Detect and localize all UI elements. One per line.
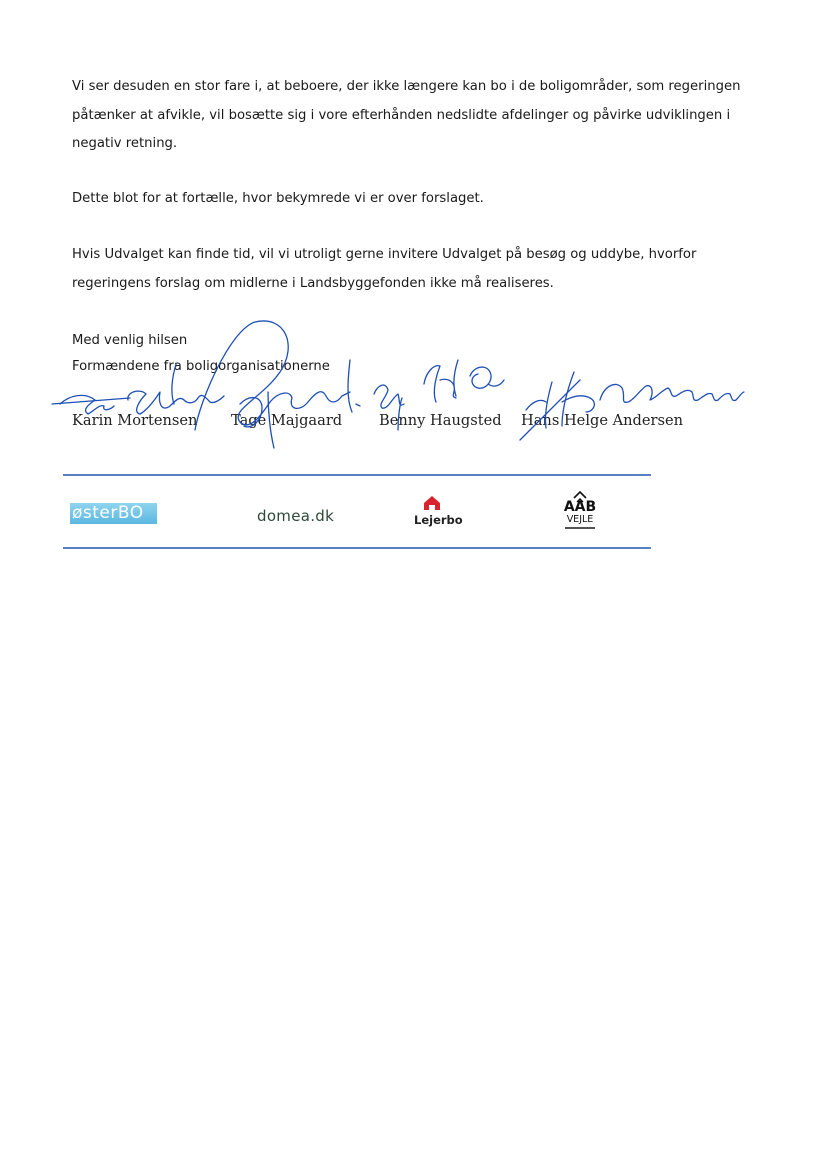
aab-logo-text: AAB	[563, 499, 597, 515]
signatory-names	[0, 412, 827, 436]
vejle-logo-text: VEJLE	[566, 514, 594, 525]
aab-roof-icon	[572, 490, 588, 504]
domea-logo-text: domea.dk	[257, 507, 335, 525]
house-icon	[423, 495, 441, 511]
paragraph-concern: Vi ser desuden en stor fare i, at beboere, der ikke længere kan bo i de boligområder, som regeringen påtænker at afvikle, vil bosætte sig i vore efterhånden nedslidte afdelinger og påvirke udviklingen i negativ retning.	[72, 79, 741, 151]
paragraph-worry: Dette blot for at fortælle, hvor bekymrede vi er over forslaget.	[72, 191, 484, 206]
sender-group: Formændene fra boligorganisationerne	[72, 359, 330, 374]
aab-tagline-mark	[565, 527, 595, 529]
signature-benny	[374, 360, 504, 408]
osterbo-logo	[70, 503, 157, 524]
lejerbo-logo-text: Lejerbo	[414, 513, 463, 527]
lejerbo-logo	[409, 495, 469, 535]
domea-logo	[257, 507, 334, 525]
closing-greeting: Med venlig hilsen	[72, 333, 188, 348]
signatory-name: Tage Majgaard	[231, 412, 343, 429]
signatory-name: Hans Helge Andersen	[521, 412, 684, 429]
osterbo-logo-text: østerBO	[72, 503, 144, 523]
aab-vejle-logo	[560, 488, 600, 540]
paragraph-invitation: Hvis Udvalget kan finde tid, vil vi utroligt gerne invitere Udvalget på besøg og uddybe, hvorfor regeringens forslag om midlerne i Landsbyggefonden ikke må realiseres.	[72, 247, 697, 291]
divider-top	[63, 474, 651, 476]
signatory-name: Benny Haugsted	[379, 412, 502, 429]
signatory-name: Karin Mortensen	[72, 412, 198, 429]
divider-bottom	[63, 547, 651, 549]
